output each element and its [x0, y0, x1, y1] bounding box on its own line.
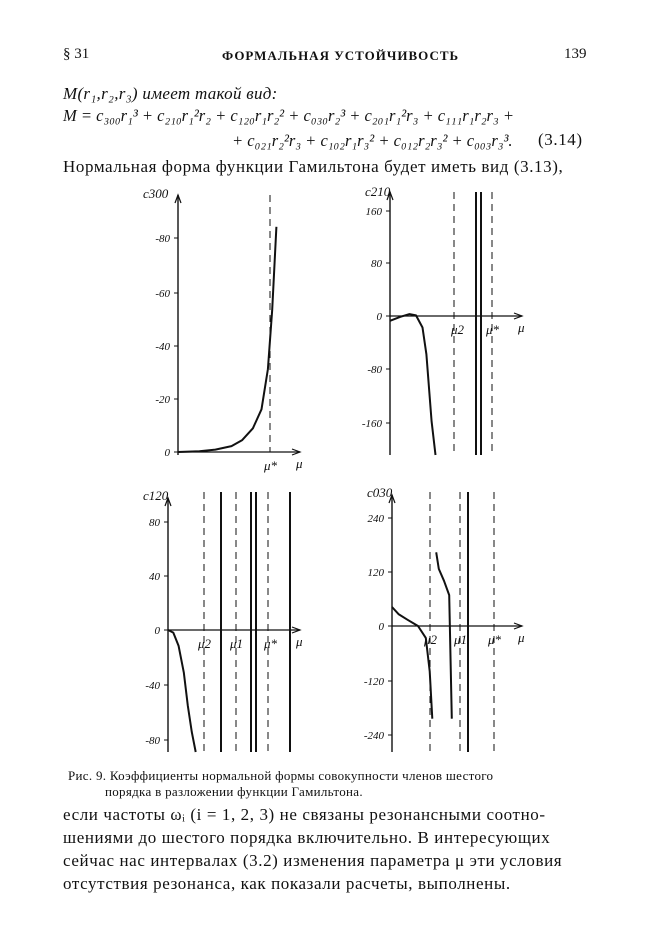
chart-c120: [143, 488, 303, 752]
y-tick-label: 80: [371, 258, 382, 270]
body-line-3: сейчас нас интервалах (3.2) изменения параметра μ эти условия: [63, 851, 563, 870]
y-tick-label: -20: [155, 394, 170, 406]
y-tick-label: 0: [154, 625, 160, 637]
x-marker-label: μ*: [486, 322, 500, 337]
x-axis-label: μ: [296, 634, 303, 649]
x-marker-label: μ*: [264, 458, 278, 473]
intro-line: M(r₁,r₂,r₃) имеет такой вид:: [63, 84, 278, 103]
series-line: [436, 552, 452, 718]
running-title: ФОРМАЛЬНАЯ УСТОЙЧИВОСТЬ: [222, 48, 460, 63]
y-tick-label: 40: [149, 571, 160, 583]
x-marker-label: μ1: [230, 636, 244, 651]
page-number: 139: [564, 46, 587, 62]
y-tick-label: -120: [363, 676, 384, 688]
y-tick-label: 80: [149, 517, 160, 529]
y-tick-label: -240: [363, 730, 384, 742]
x-marker-label: μ1: [454, 632, 468, 647]
x-axis-label: μ: [296, 456, 303, 471]
figure-caption-line-2: порядка в разложении функции Гамильтона.: [105, 784, 363, 799]
equation-number: (3.14): [538, 130, 583, 149]
y-tick-label: 0: [376, 311, 382, 323]
y-tick-label: -80: [145, 735, 160, 747]
series-line: [390, 314, 436, 455]
series-line: [392, 607, 432, 719]
y-tick-label: -80: [155, 233, 170, 245]
body-line-2: шениями до шестого порядка включительно. В интересующих: [63, 828, 551, 847]
y-tick-label: -60: [155, 288, 170, 300]
y-tick-label: 0: [378, 621, 384, 633]
y-axis-label: c300: [143, 186, 169, 201]
y-axis-label: c210: [365, 184, 391, 199]
y-tick-label: -40: [145, 680, 160, 692]
intro-text-line: Нормальная форма функции Гамильтона будет иметь вид (3.13),: [63, 157, 564, 176]
y-tick-label: -40: [155, 341, 170, 353]
x-marker-label: μ2: [198, 636, 212, 651]
x-marker-label: μ2: [451, 322, 465, 337]
series-line: [168, 630, 196, 752]
x-axis-label: μ: [518, 630, 525, 645]
chart-c300: [143, 186, 303, 473]
y-axis-label: c120: [143, 488, 169, 503]
x-marker-label: μ*: [264, 636, 278, 651]
formula-line-1: M = c₃₀₀r₁³ + c₂₁₀r₁²r₂ + c₁₂₀r₁r₂² + c₀₃₀r₂³ + c₂₀₁r₁²r₃ + c₁₁₁r₁r₂r₃ +: [63, 106, 514, 125]
body-line-1: если частоты ωᵢ (i = 1, 2, 3) не связаны резонансными соотно-: [63, 805, 546, 824]
figure-caption-line-1: Рис. 9. Коэффициенты нормальной формы совокупности членов шестого: [68, 768, 494, 783]
y-axis-label: c030: [367, 485, 393, 500]
x-marker-label: μ2: [424, 632, 438, 647]
chart-c210: [362, 184, 525, 455]
formula-line-2: + c₀₂₁r₂²r₃ + c₁₀₂r₁r₃² + c₀₁₂r₂r₃² + c₀₀₃r₃³.: [232, 131, 513, 150]
y-tick-label: 160: [365, 206, 382, 218]
y-tick-label: -80: [367, 364, 382, 376]
chart-c030: [364, 485, 525, 752]
x-axis-label: μ: [518, 320, 525, 335]
y-tick-label: -160: [361, 418, 382, 430]
body-line-4: отсутствия резонанса, как показали расчеты, выполнены.: [63, 874, 511, 893]
y-tick-label: 0: [164, 447, 170, 459]
section-number: § 31: [63, 46, 90, 62]
series-line: [178, 227, 276, 452]
x-marker-label: μ*: [488, 632, 502, 647]
y-tick-label: 240: [367, 513, 384, 525]
y-tick-label: 120: [367, 567, 384, 579]
